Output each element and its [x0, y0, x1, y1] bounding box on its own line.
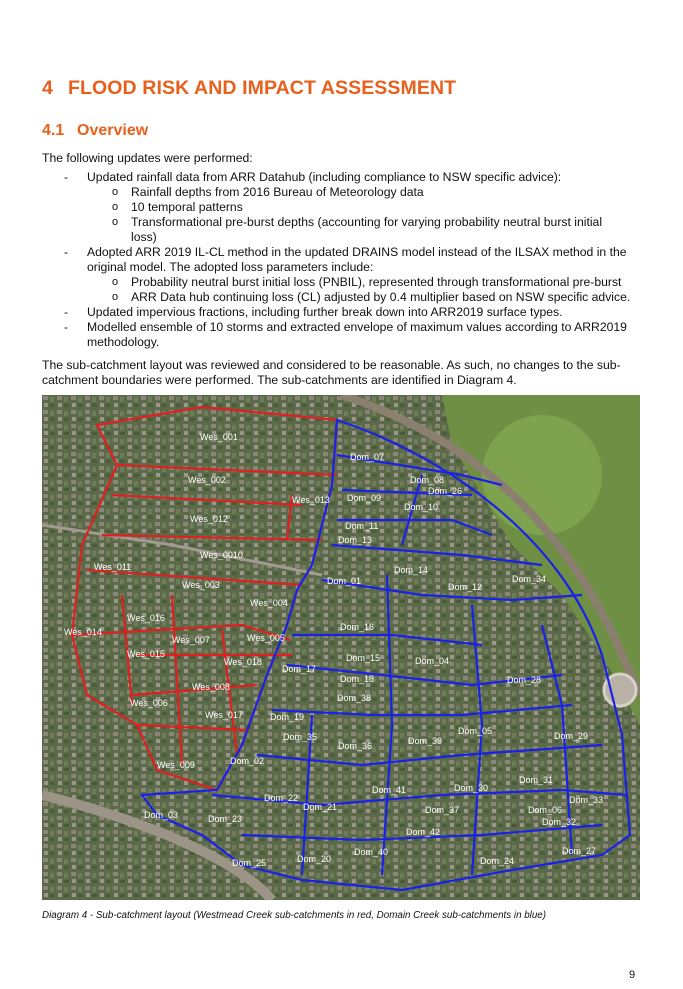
bullet-marker: o — [112, 216, 119, 228]
section-number: 4 — [42, 77, 53, 99]
dash-marker: - — [64, 320, 69, 334]
map-label: Wes_0010 — [200, 550, 243, 560]
dash-marker: - — [64, 245, 69, 259]
map-label: Dom_16 — [340, 622, 375, 632]
map-label: Dom_05 — [458, 726, 493, 736]
map-label: Dom_40 — [354, 847, 389, 857]
map-label: Dom_18 — [340, 674, 375, 684]
list-item — [42, 305, 642, 320]
map-label: Dom_13 — [338, 535, 373, 545]
map-label: Dom_29 — [554, 731, 589, 741]
map-label: Dom_04 — [415, 656, 450, 666]
map-label: Wes_014 — [64, 627, 102, 637]
dash-marker: - — [64, 305, 69, 319]
map-label: Wes_013 — [292, 495, 330, 505]
list-item — [42, 170, 642, 185]
sub-list-item-text: Probability neutral burst initial loss (PNBIL), represented through transformational pre-burst — [131, 275, 622, 289]
subsection-number: 4.1 — [42, 122, 65, 139]
map-label: Wes_008 — [192, 682, 230, 692]
bullet-marker: o — [112, 186, 119, 198]
map-label: Dom_24 — [480, 856, 515, 866]
map-label: Wes_002 — [188, 475, 226, 485]
map-label: Dom_14 — [394, 565, 429, 575]
map-label: Wes_015 — [127, 649, 165, 659]
map-label: Dom_34 — [512, 574, 547, 584]
map-label: Dom_19 — [270, 712, 305, 722]
map-label: Dom_01 — [327, 576, 362, 586]
map-label: Dom_37 — [425, 805, 460, 815]
subsection-title: Overview — [77, 122, 149, 139]
map-label: Dom_08 — [410, 475, 445, 485]
list-item-text: Updated rainfall data from ARR Datahub (including compliance to NSW specific advice): — [87, 170, 562, 184]
map-label: Dom_17 — [282, 664, 317, 674]
map-label: Wes_004 — [250, 598, 288, 608]
map-label: Dom_20 — [297, 854, 332, 864]
list-item-text: methodology. — [87, 335, 160, 349]
map-label: Wes_005 — [247, 633, 285, 643]
sub-list-item — [42, 215, 642, 230]
list-item-text: original model. The adopted loss parameters include: — [87, 260, 374, 274]
map-label: Dom_39 — [408, 736, 443, 746]
sub-list-item — [42, 290, 642, 305]
list-item — [42, 245, 642, 260]
page-number: 9 — [629, 969, 636, 981]
map-label: Dom_38 — [337, 693, 372, 703]
list-item — [42, 320, 642, 335]
map-label: Dom_26 — [428, 486, 463, 496]
map-label: Dom_21 — [303, 802, 338, 812]
sub-list-item-continued — [42, 230, 642, 245]
map-label: Dom_09 — [347, 493, 382, 503]
map-label: Wes_011 — [94, 562, 132, 572]
map-label: Wes_012 — [190, 514, 228, 524]
body-paragraph — [42, 358, 640, 388]
map-label: Dom_28 — [507, 675, 542, 685]
paragraph-line: catchment boundaries were performed. The sub-catchments are identified in Diagram 4. — [42, 373, 517, 387]
map-label: Wes_009 — [157, 760, 195, 770]
sub-list-item — [42, 275, 642, 290]
map-label: Wes_006 — [130, 698, 168, 708]
map-label: Dom_31 — [519, 775, 554, 785]
bullet-marker: o — [112, 201, 119, 213]
map-label: Dom_33 — [569, 795, 604, 805]
updates-list — [42, 170, 642, 350]
dash-marker: - — [64, 170, 69, 184]
section-title: FLOOD RISK AND IMPACT ASSESSMENT — [68, 77, 457, 99]
intro-text: The following updates were performed: — [42, 151, 253, 165]
list-item-continued — [42, 260, 642, 275]
sub-list-item — [42, 185, 642, 200]
map-label: Wes_017 — [205, 710, 243, 720]
map-label: Dom_25 — [232, 858, 267, 868]
list-item-text: Modelled ensemble of 10 storms and extracted envelope of maximum values according to ARR2019 — [87, 320, 627, 334]
map-label: Dom_22 — [264, 793, 299, 803]
list-item-continued — [42, 335, 642, 350]
list-item-text: Updated impervious fractions, including further break down into ARR2019 surface types. — [87, 305, 563, 319]
sub-list-item-text: Rainfall depths from 2016 Bureau of Meteorology data — [131, 185, 424, 199]
map-label: Dom_41 — [372, 785, 407, 795]
bullet-marker: o — [112, 291, 119, 303]
map-label: Dom_11 — [345, 521, 379, 531]
map-label: Wes_001 — [200, 432, 238, 442]
map-label: Dom_27 — [562, 846, 597, 856]
map-label: Dom_42 — [406, 827, 441, 837]
sub-list-item — [42, 200, 642, 215]
bullet-marker: o — [112, 276, 119, 288]
map-label: Dom_30 — [454, 783, 489, 793]
map-label: Dom_15 — [346, 653, 381, 663]
map-label: Dom_36 — [338, 741, 373, 751]
map-label: Wes_018 — [224, 657, 262, 667]
sub-list-item-text: ARR Data hub continuing loss (CL) adjusted by 0.4 multiplier based on NSW specific advice. — [131, 290, 631, 304]
list-item-text: Adopted ARR 2019 IL-CL method in the updated DRAINS model instead of the ILSAX method in the — [87, 245, 627, 259]
map-label: Dom_07 — [350, 452, 385, 462]
subcatchment-map — [42, 395, 640, 900]
map-label: Dom_02 — [230, 756, 265, 766]
sub-list-item-text: 10 temporal patterns — [131, 200, 243, 214]
parkland-area — [482, 415, 602, 535]
map-label: Dom_12 — [448, 582, 483, 592]
sub-list-item-text: Transformational pre-burst depths (accounting for varying probability neutral burst initial — [131, 215, 603, 229]
sub-list-item-text: loss) — [131, 230, 157, 244]
map-label: Dom_10 — [404, 502, 439, 512]
map-label: Dom_32 — [542, 817, 577, 827]
subsection-heading — [42, 122, 148, 140]
section-heading — [42, 77, 456, 100]
map-label: Dom_03 — [144, 810, 179, 820]
map-label: Dom_06 — [528, 805, 563, 815]
map-label: Dom_35 — [283, 732, 318, 742]
map-label: Dom_23 — [208, 814, 243, 824]
map-label: Wes_007 — [172, 635, 210, 645]
map-svg — [42, 395, 640, 900]
map-label: Wes_016 — [127, 613, 165, 623]
diagram-caption: Diagram 4 - Sub-catchment layout (Westmead Creek sub-catchments in red, Domain Creek sub-catchments in blue) — [42, 910, 547, 921]
map-label: Wes_003 — [182, 580, 220, 590]
paragraph-line: The sub-catchment layout was reviewed and considered to be reasonable. As such, no changes to the sub- — [42, 358, 621, 372]
